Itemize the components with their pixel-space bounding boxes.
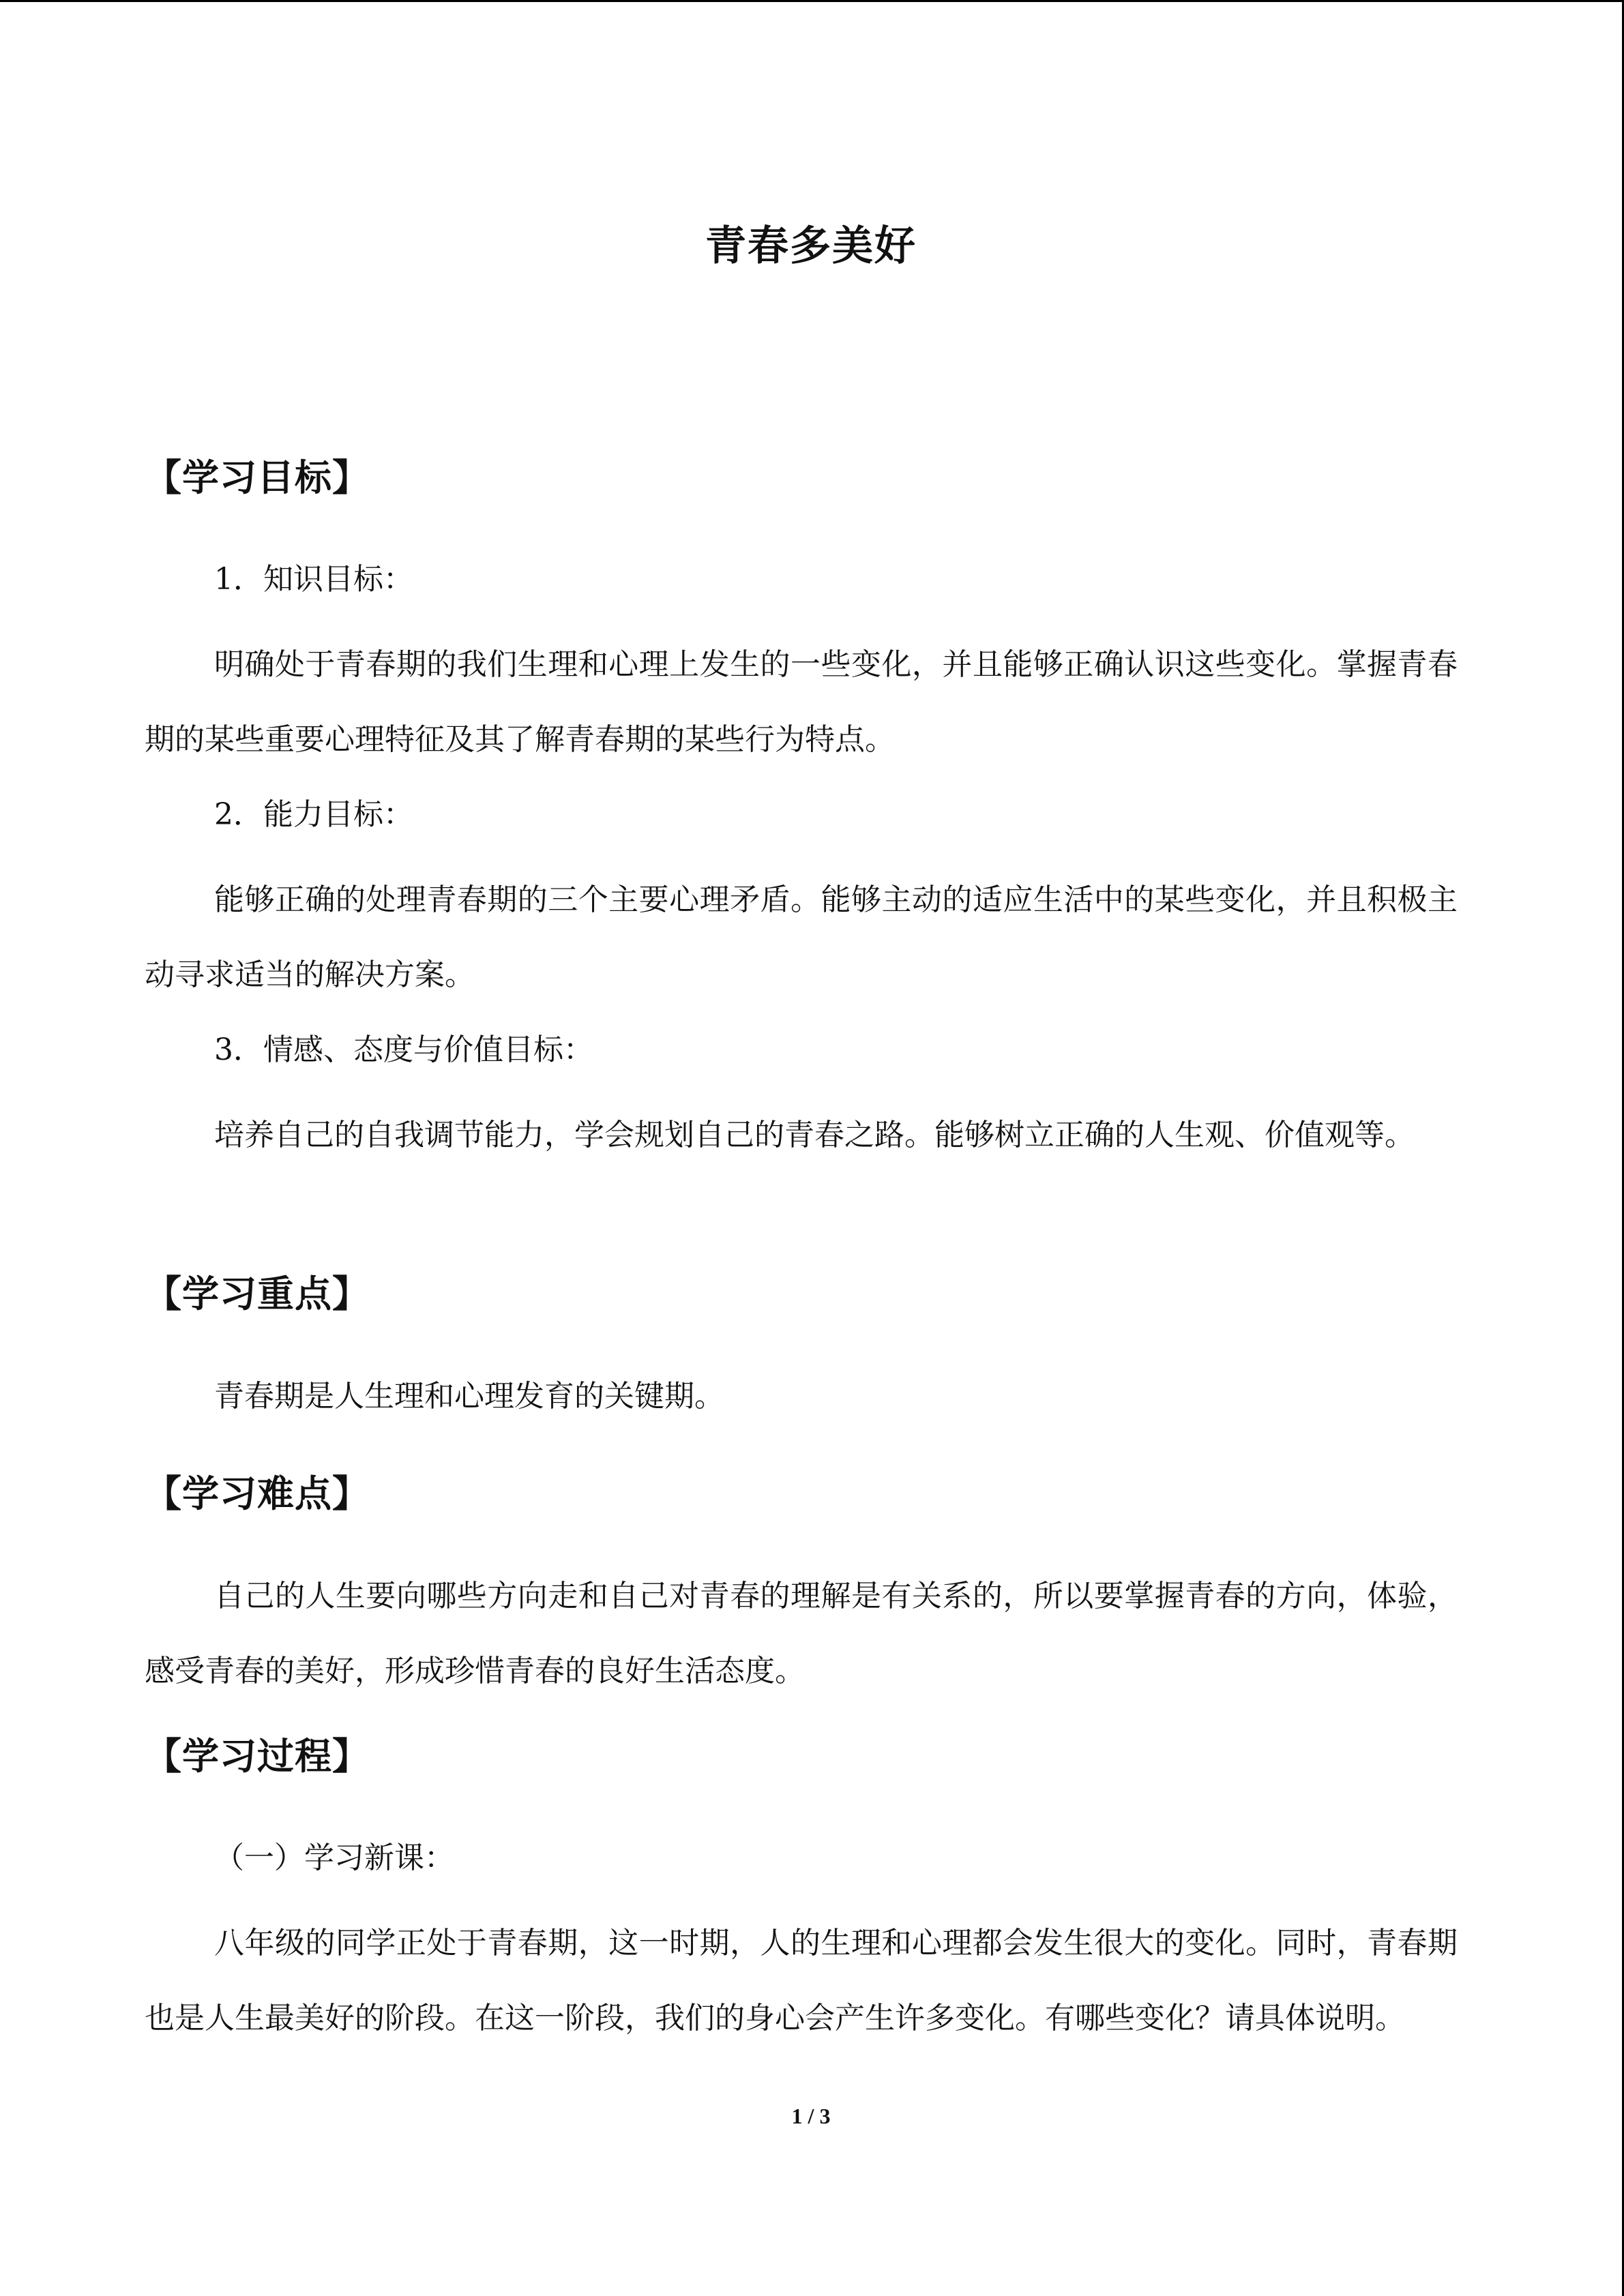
knowledge-goal-label: 1．知识目标： <box>214 562 413 597</box>
difficulties-text: 自己的人生要向哪些方向走和自己对青春的理解是有关系的，所以要掌握青春的方向，体验，感受青春的美好，形成珍惜青春的良好生活态度。 <box>145 1579 1458 1688</box>
page-number: 1 / 3 <box>791 2104 831 2128</box>
ability-goal-text: 能够正确的处理青春期的三个主要心理矛盾。能够主动的适应生活中的某些变化，并且积极主动寻求适当的解决方案。 <box>145 882 1458 992</box>
section-heading-difficulties: 【学习难点】 <box>145 1472 370 1515</box>
process-text: 八年级的同学正处于青春期，这一时期，人的生理和心理都会发生很大的变化。同时，青春期也是人生最美好的阶段。在这一阶段，我们的身心会产生许多变化。有哪些变化？请具体说明。 <box>145 1926 1458 2036</box>
emotion-goal-label: 3．情感、态度与价值目标： <box>214 1032 593 1067</box>
section-heading-key-points: 【学习重点】 <box>145 1272 370 1315</box>
ability-goal-label: 2．能力目标： <box>214 797 413 832</box>
section-heading-process: 【学习过程】 <box>145 1735 370 1778</box>
knowledge-goal-text: 明确处于青春期的我们生理和心理上发生的一些变化，并且能够正确认识这些变化。掌握青春期的某些重要心理特征及其了解青春期的某些行为特点。 <box>145 647 1458 757</box>
key-points-text: 青春期是人生理和心理发育的关键期。 <box>214 1379 724 1414</box>
emotion-goal-text: 培养自己的自我调节能力，学会规划自己的青春之路。能够树立正确的人生观、价值观等。 <box>214 1118 1415 1152</box>
section-heading-goals: 【学习目标】 <box>145 456 370 499</box>
document-title: 青春多美好 <box>705 222 917 270</box>
process-sub-label: （一）学习新课： <box>214 1840 454 1875</box>
